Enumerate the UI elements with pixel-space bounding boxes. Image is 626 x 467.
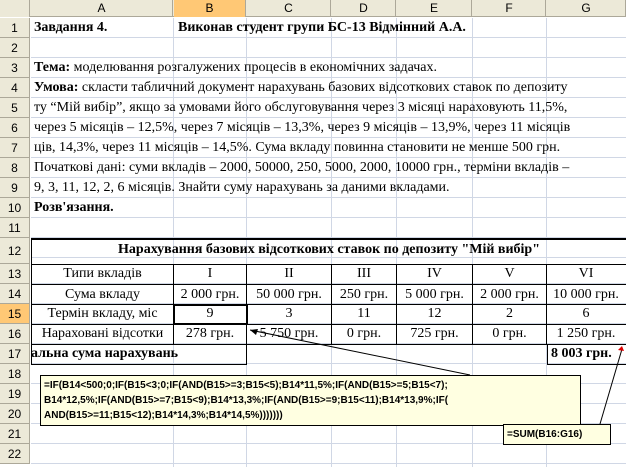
solution-heading: Розв'язання. [34,200,114,215]
term-cell[interactable]: 2 [506,306,513,321]
term-cell[interactable]: 11 [357,306,371,321]
row-header-17[interactable]: 17 [0,344,30,364]
initial-data-line: Початкові дані: суми вкладів – 2000, 50000, 250, 5000, 2000, 10000 грн., терміни вкладів – [34,160,570,175]
type-cell[interactable]: I [207,266,213,281]
type-cell[interactable]: III [357,266,371,281]
row-header-15[interactable]: 15 [0,304,30,324]
row-header-14[interactable]: 14 [0,284,30,304]
row-header-5[interactable]: 5 [0,98,30,118]
column-header-g[interactable]: G [547,0,626,17]
sum-label: Сума вкладу [64,287,141,302]
sum-cell[interactable]: 2 000 грн. [480,287,539,302]
row-header-7[interactable]: 7 [0,138,30,158]
row-header-10[interactable]: 10 [0,198,30,218]
row-header-1[interactable]: 1 [0,18,30,38]
column-header-f[interactable]: F [473,0,546,17]
interest-cell[interactable]: 5 750 грн. [259,326,319,341]
column-header-a[interactable]: A [31,0,173,17]
row-header-3[interactable]: 3 [0,58,30,78]
type-cell[interactable]: IV [427,266,442,281]
task-number: Завдання 4. [34,20,108,35]
term-cell[interactable]: 12 [427,306,442,321]
row-header-4[interactable]: 4 [0,78,30,98]
interest-cell[interactable]: 0 грн. [346,326,382,341]
type-cell[interactable]: V [504,266,515,281]
sum-cell[interactable]: 250 грн. [339,287,389,302]
row-header-20[interactable]: 20 [0,404,30,424]
column-header-c[interactable]: C [247,0,331,17]
types-label: Типи вкладів [63,266,142,281]
interest-label: Нараховані відсотки [41,326,164,341]
condition-text: скласти табличний документ нарахувань базових відсоткових ставок по депозиту [78,80,568,95]
term-cell[interactable]: 6 [582,306,590,321]
interest-cell[interactable]: 0 грн. [492,326,527,341]
formula-comment-if[interactable]: =IF(B14<500;0;IF(B15<3;0;IF(AND(B15>=3;B15<5);B14*11,5%;IF(AND(B15>=5;B15<7); B14*12,5%;IF(AND(B15>=7;B15<9);B14*13,3%;IF(AND(B15>=9;B15<11);B14*13,9%;IF( AND(B15>=11;B15<12);B14*14,3%;B14*14,5%))))))) [40,375,581,426]
row-header-2[interactable]: 2 [0,38,30,58]
sum-cell[interactable]: 50 000 грн. [256,287,322,302]
formula-comment-sum[interactable]: =SUM(B16:G16) [503,424,611,445]
column-header-e[interactable]: E [397,0,472,17]
row-header-11[interactable]: 11 [0,218,30,238]
interest-cell[interactable]: 1 250 грн. [556,326,616,341]
term-label: Термін вкладу, міс [47,306,158,321]
comment-arrowhead-if [250,329,258,335]
row-header-8[interactable]: 8 [0,158,30,178]
total-label: альна сума нарахувань [31,346,179,361]
topic-label: Тема: [34,60,71,75]
column-header-d[interactable]: D [332,0,396,17]
condition-line-6: через 5 місяців – 12,5%, через 7 місяців – 13,3%, через 9 місяців – 13,9%, через 11 місяців [34,120,571,135]
row-header-12[interactable]: 12 [0,238,30,264]
sum-cell[interactable]: 2 000 грн. [180,287,240,302]
table-title: Нарахування базових відсоткових ставок по депозиту "Мій вибір" [118,242,540,257]
condition-line-7: ців, 14,3%, через 11 місяців – 14,5%. Сума вкладу повинна становити не менше 500 грн. [34,140,561,155]
row-header-13[interactable]: 13 [0,264,30,284]
row-header-21[interactable]: 21 [0,424,30,444]
total-value[interactable]: 8 003 грн. [551,346,612,361]
row-header-22[interactable]: 22 [0,444,30,464]
type-cell[interactable]: VI [578,266,594,281]
row-header-18[interactable]: 18 [0,364,30,384]
sum-cell[interactable]: 5 000 грн. [405,287,464,302]
row-header-6[interactable]: 6 [0,118,30,138]
comment-arrow-if [250,330,470,375]
term-cell[interactable]: 9 [206,306,214,321]
sum-cell[interactable]: 10 000 грн. [553,287,619,302]
author-line: Виконав студент групи БС-13 Відмінний А.А. [178,20,466,35]
type-cell[interactable]: II [284,266,294,281]
row-header-16[interactable]: 16 [0,324,30,344]
interest-cell[interactable]: 278 грн. [185,326,235,341]
column-header-b[interactable]: B [174,0,246,17]
row-header-19[interactable]: 19 [0,384,30,404]
condition-label: Умова: [34,80,79,95]
row-header-9[interactable]: 9 [0,178,30,198]
topic-text: моделювання розгалужених процесів в економічних задачах. [70,60,437,75]
condition-line-5: ту “Мій вибір”, якщо за умовами його обслуговування через 3 місяці нараховують 11,5%, [34,100,568,115]
term-cell[interactable]: 3 [285,306,293,321]
comment-arrow-sum [600,349,622,424]
interest-cell[interactable]: 725 грн. [410,326,459,341]
comment-indicator-g17 [618,346,624,351]
initial-data-line-9: 9, 3, 11, 12, 2, 6 місяців. Знайти суму нарахувань за даними вкладами. [34,180,450,195]
